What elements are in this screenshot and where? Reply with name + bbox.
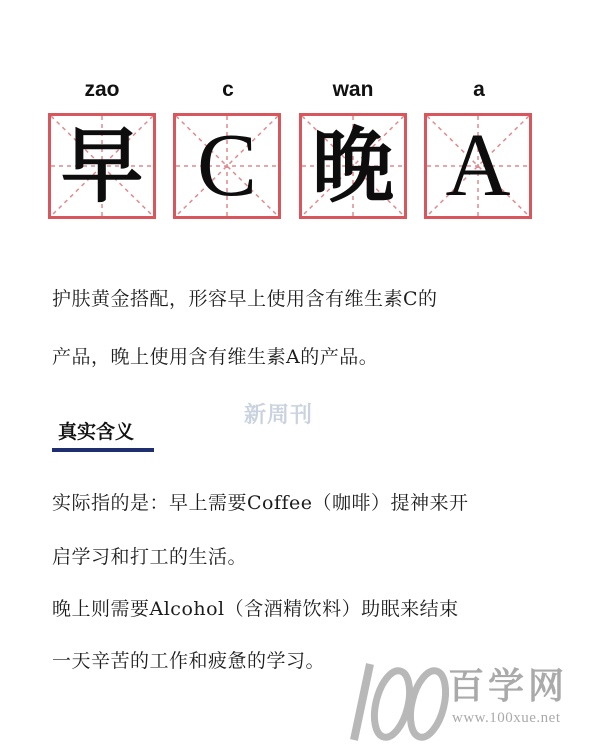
section-heading: 真实含义 <box>58 421 135 443</box>
title-grid <box>0 113 600 225</box>
section-line-1: 实际指的是：早上需要Coffee（咖啡）提神来开 <box>52 492 469 514</box>
brand-number: 100 <box>340 652 342 653</box>
brand-url: www.100xue.net <box>452 710 561 726</box>
grid-cell-wan <box>299 113 407 219</box>
grid-cell-a <box>424 113 532 219</box>
brand-name: 百学网 <box>448 666 569 707</box>
grid-char-c: C <box>196 116 258 215</box>
brand-100-logo <box>340 652 452 746</box>
section-underline <box>52 448 154 452</box>
pinyin-zao: zao <box>84 78 120 101</box>
grid-char-wan: 晚 <box>311 118 394 214</box>
brand-watermark <box>340 652 600 746</box>
pinyin-c: c <box>222 78 234 101</box>
grid-char-zao: 早 <box>60 118 143 214</box>
section-line-4: 一天辛苦的工作和疲惫的学习。 <box>52 650 326 672</box>
pinyin-row <box>0 78 600 106</box>
grid-cell-zao <box>48 113 156 219</box>
pinyin-wan: wan <box>332 78 374 101</box>
grid-cell-c <box>173 113 281 219</box>
watermark-logo: 新周刊 <box>244 403 314 428</box>
grid-char-a: A <box>445 116 511 215</box>
section-line-3: 晚上则需要Alcohol（含酒精饮料）助眠来结束 <box>52 598 459 620</box>
pinyin-a: a <box>473 78 485 101</box>
intro-line-1: 护肤黄金搭配，形容早上使用含有维生素C的 <box>52 288 438 310</box>
section-line-2: 启学习和打工的生活。 <box>52 546 248 568</box>
intro-line-2: 产品，晚上使用含有维生素A的产品。 <box>52 346 379 368</box>
